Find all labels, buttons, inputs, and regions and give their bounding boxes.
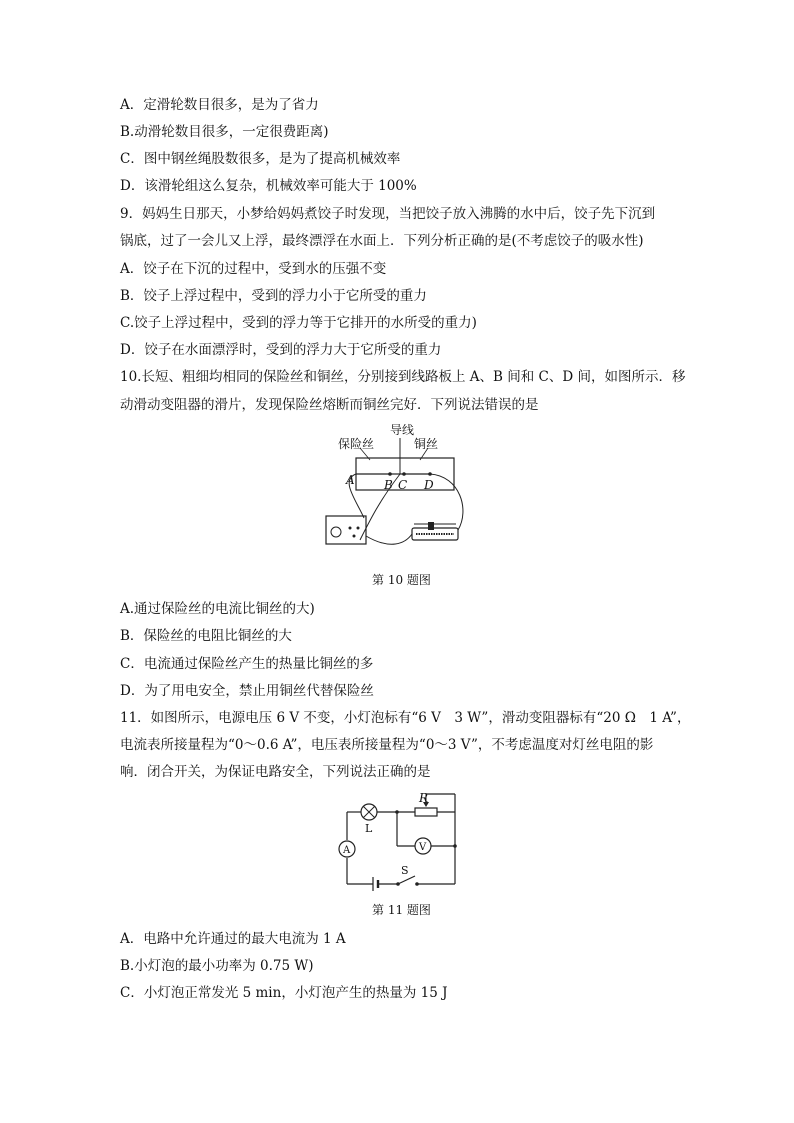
label-point-c: C	[398, 478, 408, 492]
q10-stem-line1: 10.长短、粗细均相同的保险丝和铜丝，分别接到线路板上 A、B 间和 C、D 间，如图所示．移	[120, 369, 686, 385]
q11-option-b: B.小灯泡的最小功率为 0.75 W)	[120, 958, 314, 974]
power-supply-terminal-icon	[349, 527, 352, 530]
label-point-a: A	[346, 473, 355, 487]
q11-stem-line1: 11．如图所示，电源电压 6 V 不变，小灯泡标有“6 V 3 W”，滑动变阻器标有“20 Ω 1 A”，	[120, 710, 691, 726]
q10-option-b: B．保险丝的电阻比铜丝的大	[120, 628, 292, 644]
q9-option-b: B．饺子上浮过程中，受到的浮力小于它所受的重力	[120, 288, 427, 304]
q10-option-c: C．电流通过保险丝产生的热量比铜丝的多	[120, 656, 374, 672]
q9-option-a: A．饺子在下沉的过程中，受到水的压强不变	[120, 261, 387, 277]
q11-option-c: C．小灯泡正常发光 5 min，小灯泡产生的热量为 15 J	[120, 985, 448, 1001]
label-l: L	[365, 822, 373, 835]
q11-stem-line2: 电流表所接量程为“0～0.6 A”，电压表所接量程为“0～3 V”，不考虑温度对灯丝电阻的影	[120, 737, 654, 753]
wire-supply-to-rheostat	[366, 534, 412, 544]
figure-11-caption: 第 11 题图	[372, 903, 431, 917]
rheostat-slider-icon	[428, 522, 434, 530]
q10-option-d: D．为了用电安全，禁止用铜丝代替保险丝	[120, 683, 374, 699]
q8-option-d: D．该滑轮组这么复杂，机械效率可能大于 100%	[120, 178, 417, 194]
q11-option-a: A．电路中允许通过的最大电流为 1 A	[120, 931, 346, 947]
q9-option-c: C.饺子上浮过程中，受到的浮力等于它排开的水所受的重力)	[120, 315, 477, 331]
label-ammeter: A	[343, 845, 351, 856]
label-wire: 导线	[390, 423, 415, 437]
power-supply-terminal-icon	[357, 527, 360, 530]
q8-option-c: C．图中钢丝绳股数很多，是为了提高机械效率	[120, 151, 401, 167]
figure-10-caption: 第 10 题图	[372, 573, 431, 587]
label-voltmeter: V	[419, 842, 427, 853]
rheostat-symbol	[415, 808, 437, 816]
switch-lever-icon	[398, 876, 415, 884]
label-r: R	[419, 791, 429, 805]
junction-dot	[453, 844, 457, 848]
terminal-c	[402, 472, 406, 476]
figure-11-diagram	[335, 788, 465, 892]
power-supply-terminal-icon	[353, 535, 356, 538]
q9-option-d: D．饺子在水面漂浮时，受到的浮力大于它所受的重力	[120, 342, 442, 358]
q8-option-b: B.动滑轮数目很多，一定很费距离)	[120, 124, 329, 140]
q11-stem-line3: 响．闭合开关，为保证电路安全，下列说法正确的是	[120, 764, 431, 780]
q9-stem-line2: 锅底，过了一会儿又上浮，最终漂浮在水面上．下列分析正确的是(不考虑饺子的吸水性)	[120, 233, 644, 249]
figure-10-diagram	[320, 420, 480, 560]
label-fuse: 保险丝	[338, 437, 375, 451]
wire-d-to-rheostat	[430, 474, 463, 530]
label-point-d: D	[424, 478, 434, 492]
label-point-b: B	[384, 478, 393, 492]
label-copper: 铜丝	[414, 437, 439, 451]
q9-stem-line1: 9．妈妈生日那天，小梦给妈妈煮饺子时发现，当把饺子放入沸腾的水中后，饺子先下沉到	[120, 206, 656, 222]
q10-option-a: A.通过保险丝的电流比铜丝的大)	[120, 601, 315, 617]
label-s: S	[401, 864, 409, 877]
q8-option-a: A．定滑轮数目很多，是为了省力	[120, 97, 319, 113]
q10-stem-line2: 动滑动变阻器的滑片，发现保险丝熔断而铜丝完好．下列说法错误的是	[120, 397, 539, 413]
terminal-b	[388, 472, 392, 476]
